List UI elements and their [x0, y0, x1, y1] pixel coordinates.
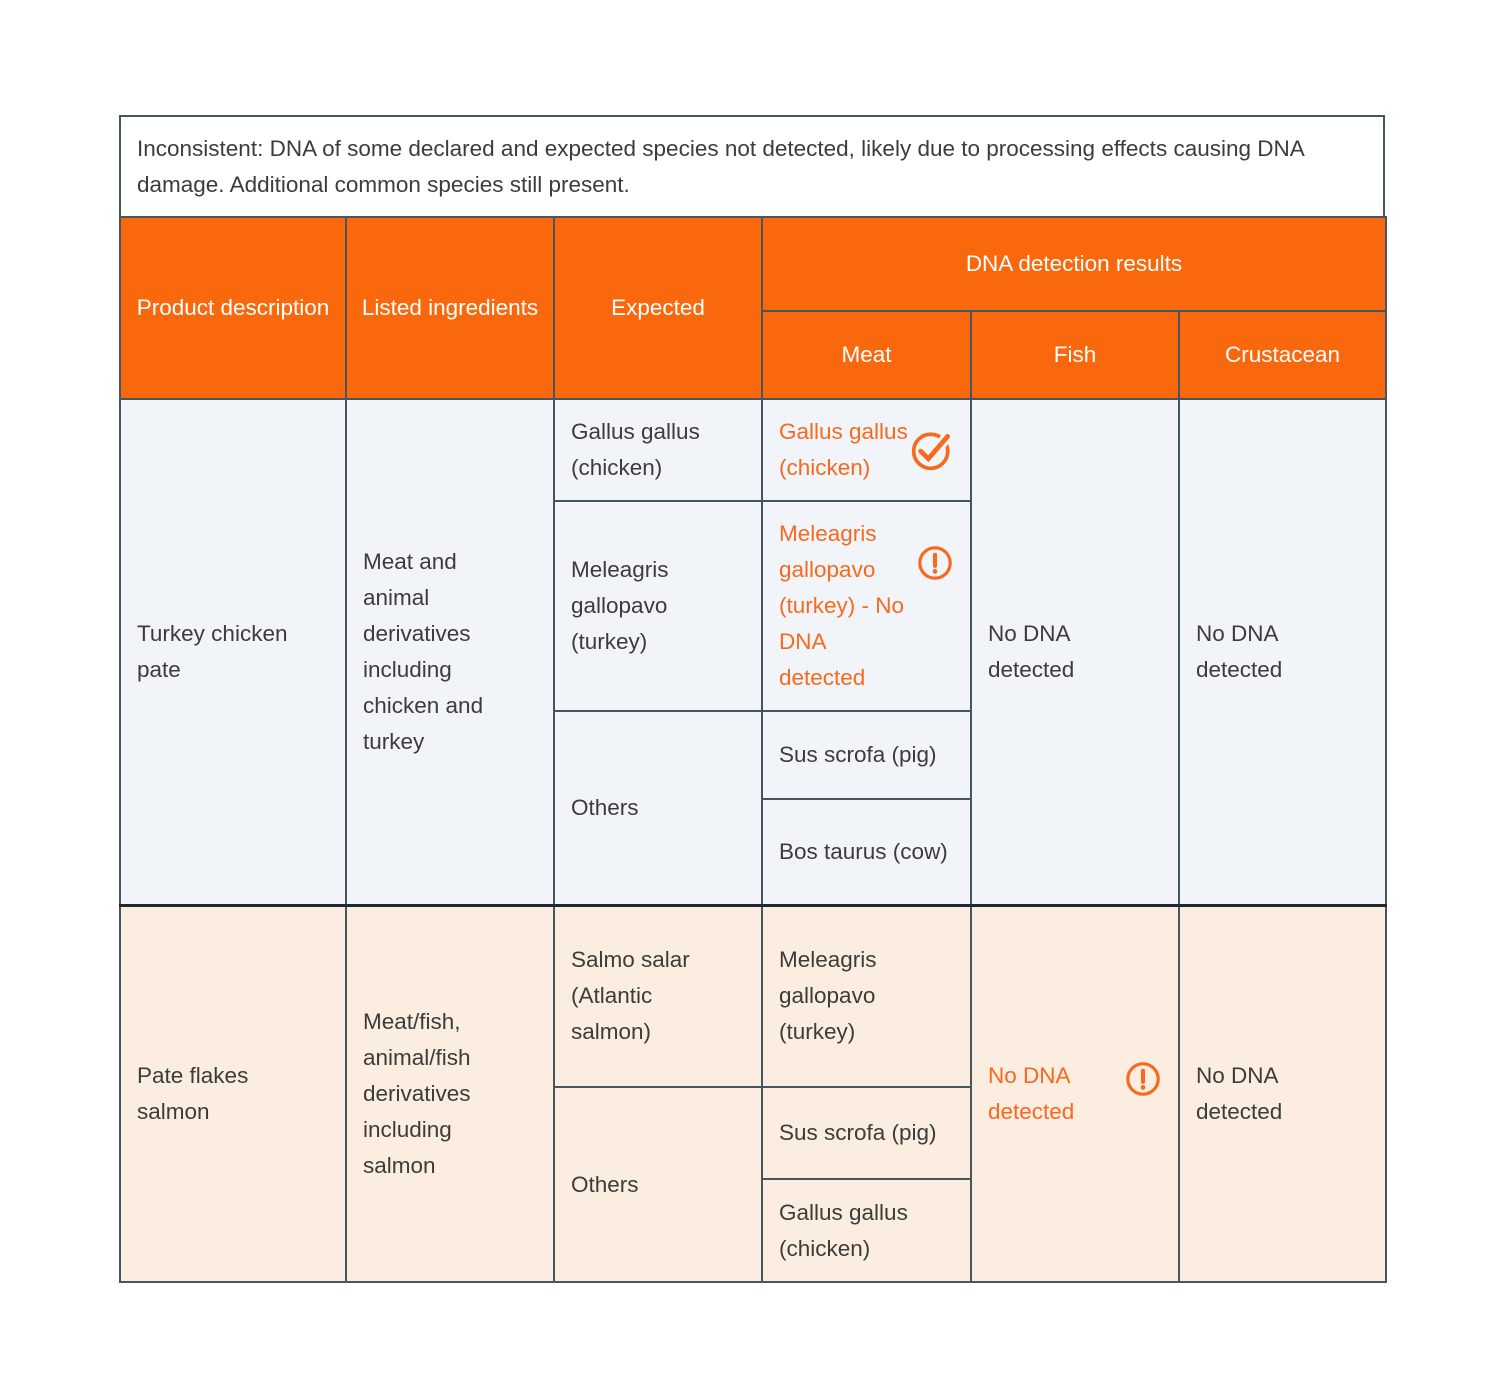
expected-species-text: Others — [571, 794, 639, 820]
expected-species-text: Salmo salar (Atlantic salmon) — [571, 947, 690, 1045]
cell-listed-ingredients — [346, 905, 554, 1282]
col-header-meat: Meat — [762, 311, 971, 399]
cell-meat-result-pig — [762, 1087, 971, 1179]
product-description-text: Turkey chicken pate — [137, 620, 288, 682]
meat-result-text: Gallus gallus (chicken) — [779, 419, 908, 480]
cell-listed-ingredients — [346, 399, 554, 905]
meat-result-text: Sus scrofa (pig) — [779, 742, 937, 767]
table-header — [120, 217, 1386, 399]
product-group-turkey-chicken-pate — [120, 399, 1386, 905]
dna-results-report — [119, 115, 1385, 1283]
meat-result-text: Meleagris gallopavo (turkey) — [779, 947, 877, 1045]
table-caption: Inconsistent: DNA of some declared and expected species not detected, likely due to processing effects causing DNA damage. Additional common species still present. — [119, 115, 1385, 216]
col-header-listed-ingredients: Listed ingredients — [346, 217, 554, 399]
listed-ingredients-text: Meat and animal derivatives including chicken and turkey — [363, 548, 484, 754]
cell-product-description — [120, 399, 346, 905]
cell-product-description — [120, 905, 346, 1282]
cell-meat-result-chicken — [762, 1179, 971, 1282]
crustacean-result-text: No DNA detected — [1196, 620, 1283, 682]
cell-expected-salmon — [554, 905, 762, 1087]
col-header-product-description: Product description — [120, 217, 346, 399]
cell-expected-turkey — [554, 501, 762, 711]
fish-result-text: No DNA detected — [988, 1062, 1075, 1124]
cell-crustacean-result — [1179, 399, 1386, 905]
expected-species-text: Gallus gallus (chicken) — [571, 419, 700, 480]
alert-circle-icon — [916, 544, 954, 582]
col-header-crustacean: Crustacean — [1179, 311, 1386, 399]
product-description-text: Pate flakes salmon — [137, 1062, 249, 1124]
col-header-dna-detection-results: DNA detection results — [762, 217, 1386, 311]
cell-expected-others — [554, 1087, 762, 1282]
crustacean-result-text: No DNA detected — [1196, 1062, 1283, 1124]
meat-result-text: Bos taurus (cow) — [779, 838, 948, 864]
cell-meat-result-turkey — [762, 905, 971, 1087]
alert-circle-icon — [1124, 1060, 1162, 1098]
cell-fish-result-warning — [971, 905, 1179, 1282]
meat-result-text: Meleagris gallopavo (turkey) - No DNA detected — [779, 521, 905, 690]
expected-species-text: Meleagris gallopavo (turkey) — [571, 557, 669, 654]
product-group-pate-flakes-salmon — [120, 905, 1386, 1282]
col-header-expected: Expected — [554, 217, 762, 399]
dna-detection-table — [119, 216, 1387, 1283]
cell-meat-result-turkey-warning — [762, 501, 971, 711]
col-header-fish: Fish — [971, 311, 1179, 399]
cell-fish-result — [971, 399, 1179, 905]
cell-crustacean-result — [1179, 905, 1386, 1282]
cell-expected-others — [554, 711, 762, 905]
meat-result-text: Gallus gallus (chicken) — [779, 1199, 908, 1261]
check-circle-icon — [910, 428, 954, 472]
cell-meat-result-pig — [762, 711, 971, 799]
cell-expected-chicken — [554, 399, 762, 501]
listed-ingredients-text: Meat/fish, animal/fish derivatives including salmon — [363, 1008, 471, 1178]
expected-species-text: Others — [571, 1171, 639, 1197]
cell-meat-result-chicken — [762, 399, 971, 501]
fish-result-text: No DNA detected — [988, 620, 1075, 682]
meat-result-text: Sus scrofa (pig) — [779, 1120, 937, 1145]
cell-meat-result-cow — [762, 799, 971, 905]
